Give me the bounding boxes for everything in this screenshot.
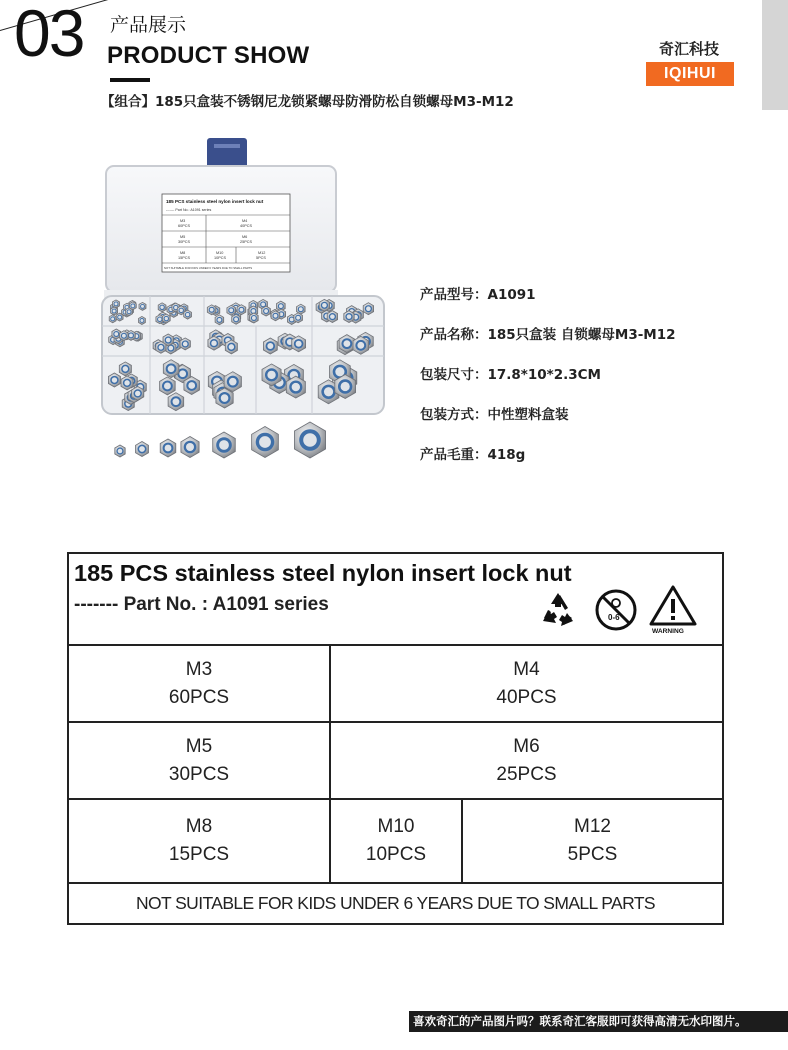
lock-nut-illustration <box>160 377 176 395</box>
nut-quantity: 10PCS <box>365 844 427 865</box>
nut-size: M4 <box>513 658 540 680</box>
brand-logo-badge: IQIHUI <box>646 62 734 86</box>
label-part-number: ------- Part No. : A1091 series <box>74 594 329 615</box>
lock-nut-illustration <box>327 311 337 323</box>
lock-nut-illustration <box>263 338 277 354</box>
spec-value: A1091 <box>487 287 536 303</box>
lock-nut-illustration <box>181 437 199 458</box>
nut-size: M5 <box>185 735 213 757</box>
label-row <box>69 646 722 723</box>
label-icon-group <box>538 584 708 636</box>
box-cell-size: M4 <box>242 219 248 223</box>
lock-nut-illustration <box>132 386 144 400</box>
lock-nut-illustration <box>353 336 369 354</box>
lock-nut-illustration <box>344 311 354 323</box>
nut-quantity: 60PCS <box>168 686 230 708</box>
label-cell <box>69 723 331 798</box>
title-underline <box>110 78 150 82</box>
spec-gross-weight <box>420 443 740 483</box>
lock-nut-illustration <box>162 314 170 323</box>
spec-model <box>420 283 740 323</box>
small-parts-warning: NOT SUITABLE FOR KIDS UNDER 6 YEARS DUE TO SMALL PARTS <box>136 893 655 913</box>
lock-nut-illustration <box>319 299 329 311</box>
box-latch <box>207 138 247 168</box>
lock-nut-illustration <box>363 303 373 315</box>
lock-nut-illustration <box>116 313 123 321</box>
nut-quantity: 40PCS <box>496 686 557 708</box>
label-header <box>69 554 722 646</box>
lock-nut-illustration <box>184 377 200 395</box>
nut-quantity: 15PCS <box>168 844 230 865</box>
box-cell-qty: 15PCS <box>178 256 191 260</box>
lock-nut-illustration <box>139 317 146 325</box>
box-cell-qty: 60PCS <box>178 224 191 228</box>
spec-package-size <box>420 363 740 403</box>
footer-note: 喜欢奇汇的产品图片吗？联系奇汇客服即可获得高清无水印图片。 <box>409 1011 788 1032</box>
box-cell-qty: 5PCS <box>256 256 266 260</box>
lock-nut-illustration <box>184 310 192 319</box>
recycle-icon <box>538 590 578 630</box>
box-lid-label <box>162 194 290 272</box>
lock-nut-illustration <box>250 313 259 323</box>
lock-nut-illustration <box>113 300 120 308</box>
label-cell <box>69 646 331 721</box>
box-cell-size: M8 <box>180 251 186 255</box>
spec-product-name <box>420 323 740 363</box>
section-number: 03 <box>14 0 84 70</box>
nut-quantity: 30PCS <box>168 763 230 785</box>
box-cell-qty: 25PCS <box>240 240 253 244</box>
box-cell-size: M3 <box>180 219 186 223</box>
spec-list <box>420 283 740 483</box>
spec-value: 中性塑料盒装 <box>487 407 569 423</box>
lock-nut-illustration <box>262 306 271 316</box>
lock-nut-illustration <box>237 305 246 315</box>
box-cell-qty: 10PCS <box>214 256 227 260</box>
product-photo <box>76 136 392 472</box>
nut-quantity: 25PCS <box>496 763 557 785</box>
lock-nut-illustration <box>271 311 280 321</box>
label-cell <box>69 800 331 882</box>
spec-label: 包装方式： <box>420 407 488 423</box>
label-cell <box>331 723 722 798</box>
lock-nut-illustration <box>180 338 190 350</box>
lock-nut-illustration <box>339 335 355 353</box>
product-label-card <box>67 552 724 925</box>
nut-quantity: 5PCS <box>567 844 618 865</box>
spec-label: 产品名称： <box>420 327 488 343</box>
lock-nut-illustration <box>139 302 146 310</box>
svg-text:WARNING: WARNING <box>652 628 684 635</box>
box-label-warning: NOT SUITABLE FOR KIDS UNDER 6 YEARS DUE TO SMALL PARTS <box>164 266 253 270</box>
spec-label: 包装尺寸： <box>420 367 488 383</box>
lock-nut-illustration <box>108 373 120 387</box>
lock-nut-illustration <box>208 336 220 350</box>
nut-size: M12 <box>574 816 611 838</box>
lock-nut-illustration <box>156 341 166 353</box>
nut-size: M10 <box>377 816 415 838</box>
label-cell <box>331 646 722 721</box>
lock-nut-illustration <box>120 331 129 341</box>
box-cell-size: M10 <box>216 251 224 255</box>
label-title: 185 PCS stainless steel nylon insert lock nut <box>74 560 572 586</box>
lock-nut-illustration <box>225 340 237 354</box>
section-title: PRODUCT SHOW <box>107 42 310 69</box>
spec-label: 产品型号： <box>420 287 488 303</box>
nut-size: M3 <box>185 658 213 680</box>
lock-nut-illustration <box>109 315 116 323</box>
box-cell-qty: 40PCS <box>240 224 253 228</box>
spec-value: 185只盒装 自锁螺母M3-M12 <box>487 327 676 343</box>
box-cell-qty: 30PCS <box>178 240 191 244</box>
nut-size: M6 <box>513 735 540 757</box>
lock-nut-illustration <box>292 336 306 352</box>
svg-text:0-6: 0-6 <box>608 613 620 622</box>
label-cell <box>463 800 722 882</box>
section-subtitle: 产品展示 <box>110 14 187 36</box>
lock-nut-illustration <box>163 360 179 378</box>
lock-nut-illustration <box>111 307 118 315</box>
spec-value: 418g <box>487 447 526 463</box>
lock-nut-illustration <box>121 376 133 390</box>
lock-nut-illustration <box>119 362 131 376</box>
label-row <box>69 800 722 884</box>
box-cell-size: M5 <box>180 235 186 239</box>
lock-nut-illustration <box>158 303 166 312</box>
age-restriction-icon <box>594 588 638 632</box>
lock-nut-illustration <box>136 442 149 457</box>
lock-nut-illustration <box>227 305 236 315</box>
nut-size: M8 <box>185 816 213 838</box>
box-label-part: ------- Part No.: A1091 series <box>166 208 212 212</box>
lock-nut-illustration <box>232 314 241 324</box>
spec-package-type <box>420 403 740 443</box>
box-cell-size: M6 <box>242 235 248 239</box>
lock-nut-illustration <box>168 393 184 411</box>
spec-label: 产品毛重： <box>420 447 488 463</box>
lock-nut-illustration <box>207 305 216 315</box>
lock-nut-illustration <box>126 308 133 316</box>
lock-nut-illustration <box>215 315 224 325</box>
decorative-side-strip <box>762 0 788 110</box>
box-label-title: 185 PCS stainless steel nylon insert lock nut <box>166 199 264 204</box>
product-headline: 【组合】185只盒装不锈钢尼龙锁紧螺母防滑防松自锁螺母M3-M12 <box>101 94 514 110</box>
label-row <box>69 723 722 800</box>
lock-nut-illustration <box>252 427 279 458</box>
brand-name: 奇汇科技 <box>658 40 719 58</box>
label-cell <box>331 800 463 882</box>
lock-nut-illustration <box>213 432 236 458</box>
lock-nut-illustration <box>294 313 303 323</box>
lock-nut-illustration <box>294 422 325 458</box>
spec-value: 17.8*10*2.3CM <box>487 367 601 383</box>
box-cell-size: M12 <box>258 251 266 255</box>
lock-nut-illustration <box>160 439 176 457</box>
warning-triangle-icon <box>648 584 698 636</box>
lock-nut-illustration <box>115 445 125 457</box>
